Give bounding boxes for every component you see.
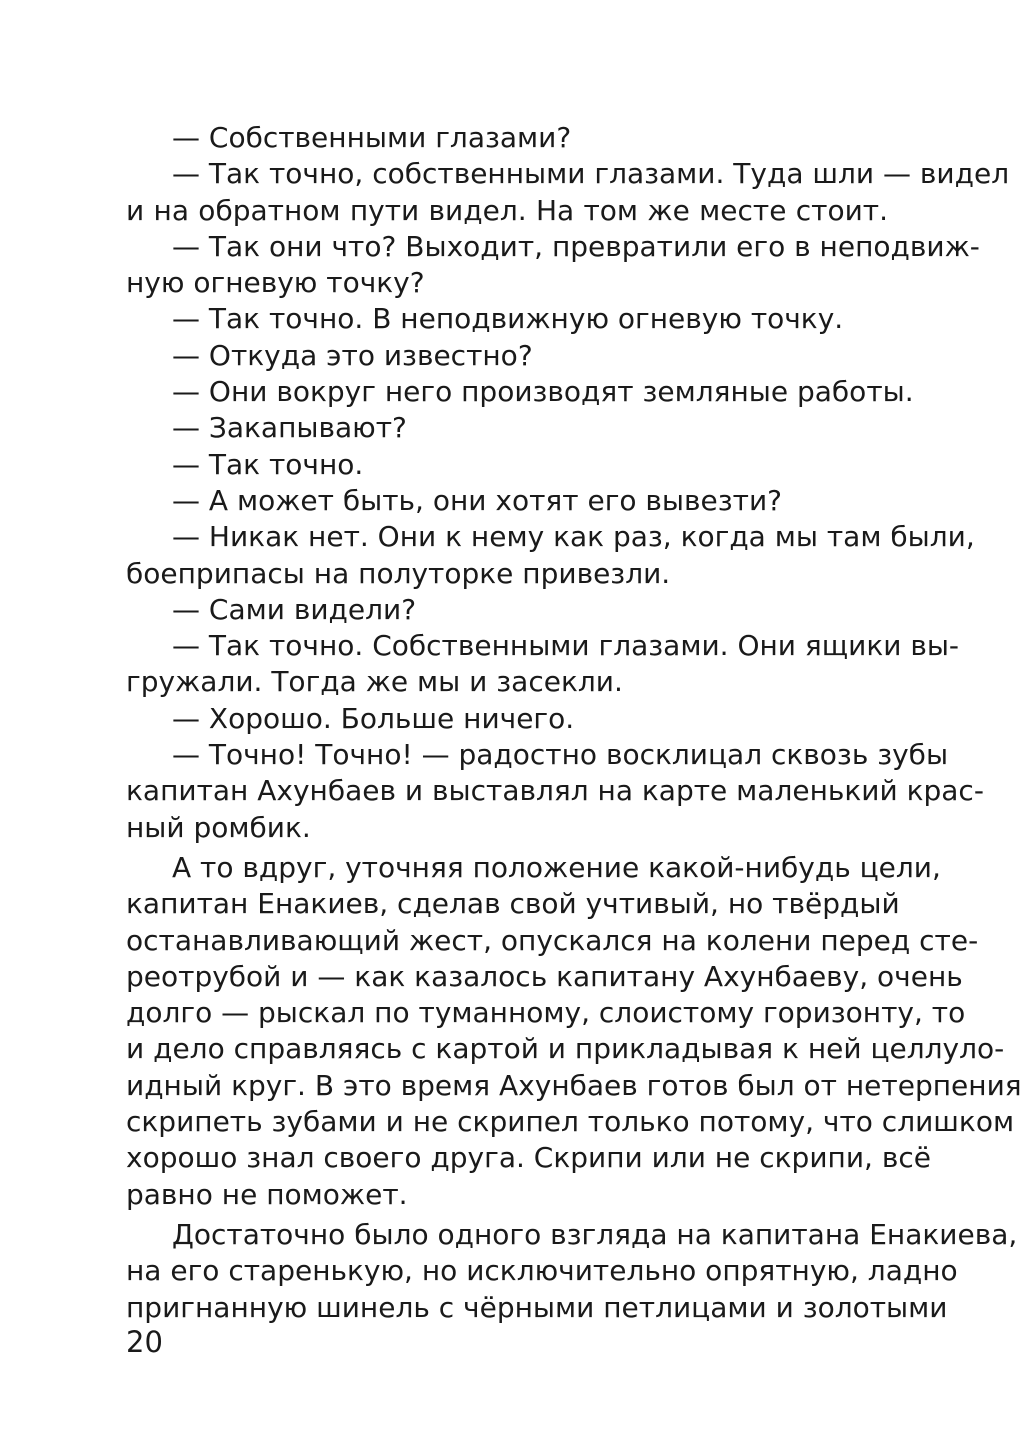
text-line: — Так точно, собственными глазами. Туда шли — видел	[172, 157, 1010, 191]
text-line: — Собственными глазами?	[172, 121, 572, 154]
text-line: гружали. Тогда же мы и засекли.	[126, 665, 623, 699]
text-line: — Так точно. Собственными глазами. Они ящики вы-	[172, 629, 960, 663]
text-line: равно не поможет.	[126, 1177, 408, 1211]
text-line: капитан Ахунбаев и выставлял на карте маленький крас-	[126, 774, 984, 808]
text-line: на его старенькую, но исключительно опрятную, ладно	[126, 1254, 958, 1288]
text-line: останавливающий жест, опускался на колени перед сте-	[126, 923, 979, 957]
text-line: капитан Енакиев, сделав свой учтивый, но твёрдый	[126, 887, 900, 921]
text-line: — Хорошо. Больше ничего.	[172, 701, 575, 735]
text-line: и дело справляясь с картой и прикладывая к ней целлуло-	[126, 1032, 1005, 1066]
text-line: — Так точно. В неподвижную огневую точку.	[172, 302, 844, 336]
text-line: А то вдруг, уточняя положение какой-нибудь цели,	[172, 850, 941, 884]
text-line: ную огневую точку?	[126, 266, 425, 300]
text-line: долго — рыскал по туманному, слоистому горизонту, то	[126, 996, 966, 1030]
text-line: и на обратном пути видел. На том же месте стоит.	[126, 193, 888, 227]
text-line: идный круг. В это время Ахунбаев готов был от нетерпения	[126, 1068, 1022, 1102]
text-line: — Сами видели?	[172, 592, 417, 626]
text-line: — Никак нет. Они к нему как раз, когда мы там были,	[172, 520, 975, 554]
text-line: — Они вокруг него производят земляные работы.	[172, 375, 914, 409]
text-line: — Точно! Точно! — радостно восклицал сквозь зубы	[172, 738, 949, 772]
text-line: реотрубой и — как казалось капитану Ахунбаеву, очень	[126, 959, 963, 993]
page-number: 20	[126, 1325, 163, 1359]
text-line: скрипеть зубами и не скрипел только потому, что слишком	[126, 1105, 1015, 1139]
text-line: хорошо знал своего друга. Скрипи или не скрипи, всё	[126, 1141, 931, 1175]
text-line: — А может быть, они хотят его вывезти?	[172, 483, 783, 517]
text-line: пригнанную шинель с чёрными петлицами и золотыми	[126, 1290, 948, 1324]
text-line: Достаточно было одного взгляда на капитана Енакиева,	[172, 1217, 1018, 1251]
text-line: ный ромбик.	[126, 810, 311, 844]
text-line: — Так точно.	[172, 447, 364, 481]
text-line: — Откуда это известно?	[172, 338, 533, 372]
text-line: боеприпасы на полуторке привезли.	[126, 556, 671, 590]
text-line: — Закапывают?	[172, 411, 407, 445]
text-line: — Так они что? Выходит, превратили его в неподвиж-	[172, 229, 980, 263]
body-text	[126, 120, 1022, 1326]
